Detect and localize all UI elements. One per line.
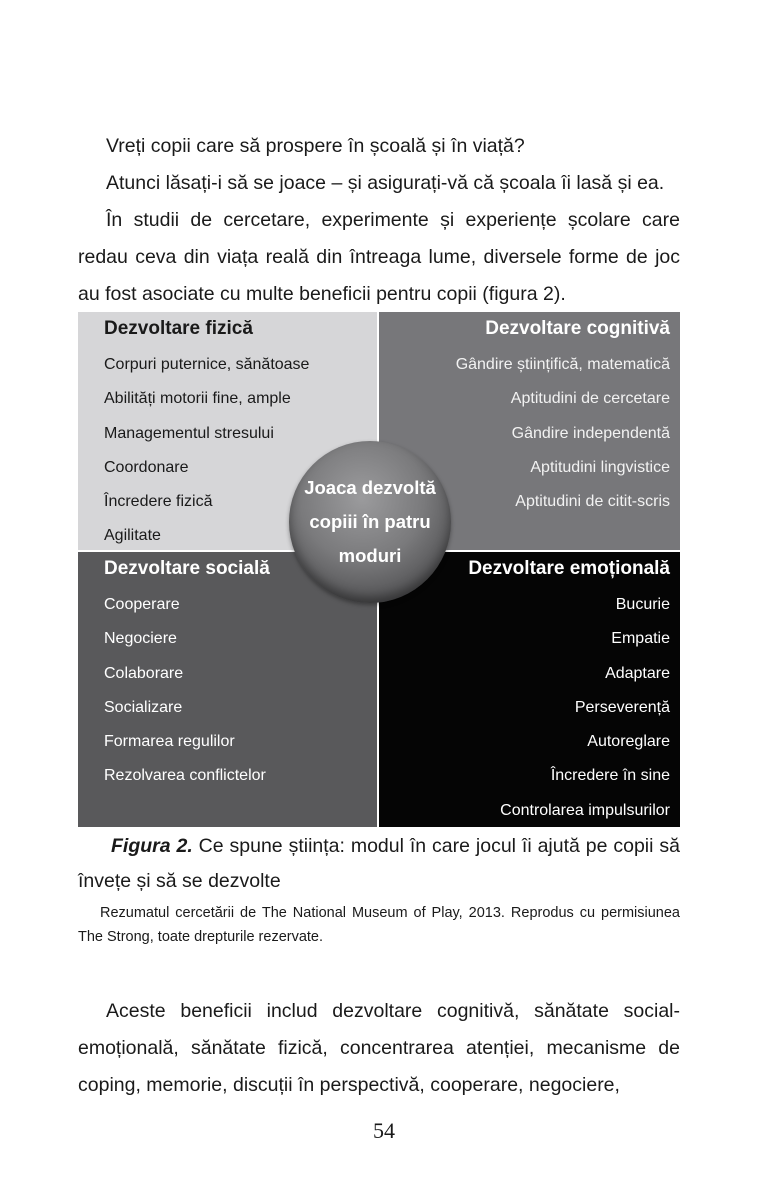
list-item: Empatie bbox=[611, 630, 670, 648]
list-item: Încredere fizică bbox=[104, 493, 213, 511]
center-circle-text: Joaca dezvoltă copiii în patru moduri bbox=[304, 477, 436, 566]
list-item: Managementul stresului bbox=[104, 424, 274, 442]
list-item: Aptitudini de citit-scris bbox=[515, 493, 670, 511]
figure-caption bbox=[78, 829, 680, 899]
list-item: Abilități motorii fine, ample bbox=[104, 390, 291, 408]
figure-caption-text: Ce spune știința: modul în care jocul îi ajută pe copii să învețe și să se dezvolte bbox=[78, 835, 680, 892]
quadrant-title: Dezvoltare cognitivă bbox=[485, 318, 670, 339]
list-item: Rezolvarea conflictelor bbox=[104, 767, 266, 785]
list-item: Controlarea impulsurilor bbox=[500, 801, 670, 819]
play-development-figure bbox=[78, 312, 680, 827]
page-number: 54 bbox=[373, 1118, 395, 1143]
list-item: Agilitate bbox=[104, 527, 161, 545]
center-circle bbox=[289, 441, 451, 603]
list-item: Aptitudini lingvistice bbox=[530, 458, 670, 476]
emotional-development-quadrant bbox=[379, 552, 680, 827]
paragraph-answer: Atunci lăsați-i să se joace – și asigurați-vă că școala îi lasă și ea. bbox=[106, 172, 665, 194]
quadrant-title: Dezvoltare fizică bbox=[104, 318, 253, 339]
list-item: Coordonare bbox=[104, 458, 189, 476]
paragraph-question: Vreți copii care să prospere în școală și în viață? bbox=[106, 135, 525, 157]
list-item: Colaborare bbox=[104, 664, 184, 682]
list-item: Bucurie bbox=[615, 596, 670, 613]
list-item: Socializare bbox=[104, 698, 183, 716]
figure-source-note: Rezumatul cercetării de The National Museum of Play, 2013. Reprodus cu permisiunea The Strong, toate drepturile rezervate. bbox=[78, 905, 680, 945]
paragraph-benefits: Aceste beneficii includ dezvoltare cognitivă, sănătate social-emoțională, sănătate fizică, concentrarea atenției, mecanisme de coping, memorie, discuții în perspectivă, cooperare, negociere, bbox=[78, 1000, 680, 1096]
quadrant-title: Dezvoltare emoțională bbox=[468, 558, 670, 579]
list-item: Cooperare bbox=[104, 596, 180, 613]
list-item: Perseverență bbox=[574, 698, 670, 716]
figure-label: Figura 2. bbox=[111, 835, 193, 857]
quadrant-title: Dezvoltare socială bbox=[104, 558, 270, 579]
paragraph-research: În studii de cercetare, experimente și experiențe școlare care redau ceva din viața reală din întreaga lume, diversele forme de joc au fost asociate cu multe beneficii pentru copii (figura 2). bbox=[78, 209, 680, 305]
quadrant-list bbox=[389, 588, 670, 828]
list-item: Corpuri puternice, sănătoase bbox=[104, 356, 310, 373]
list-item: Gândire științifică, matematică bbox=[455, 356, 670, 373]
quadrant-list bbox=[104, 588, 367, 794]
list-item: Adaptare bbox=[605, 664, 670, 682]
list-item: Gândire independentă bbox=[511, 424, 670, 442]
list-item: Negociere bbox=[104, 630, 177, 648]
list-item: Autoreglare bbox=[587, 733, 670, 751]
list-item: Formarea regulilor bbox=[104, 733, 235, 751]
list-item: Încredere în sine bbox=[550, 767, 670, 785]
list-item: Aptitudini de cercetare bbox=[510, 390, 670, 408]
